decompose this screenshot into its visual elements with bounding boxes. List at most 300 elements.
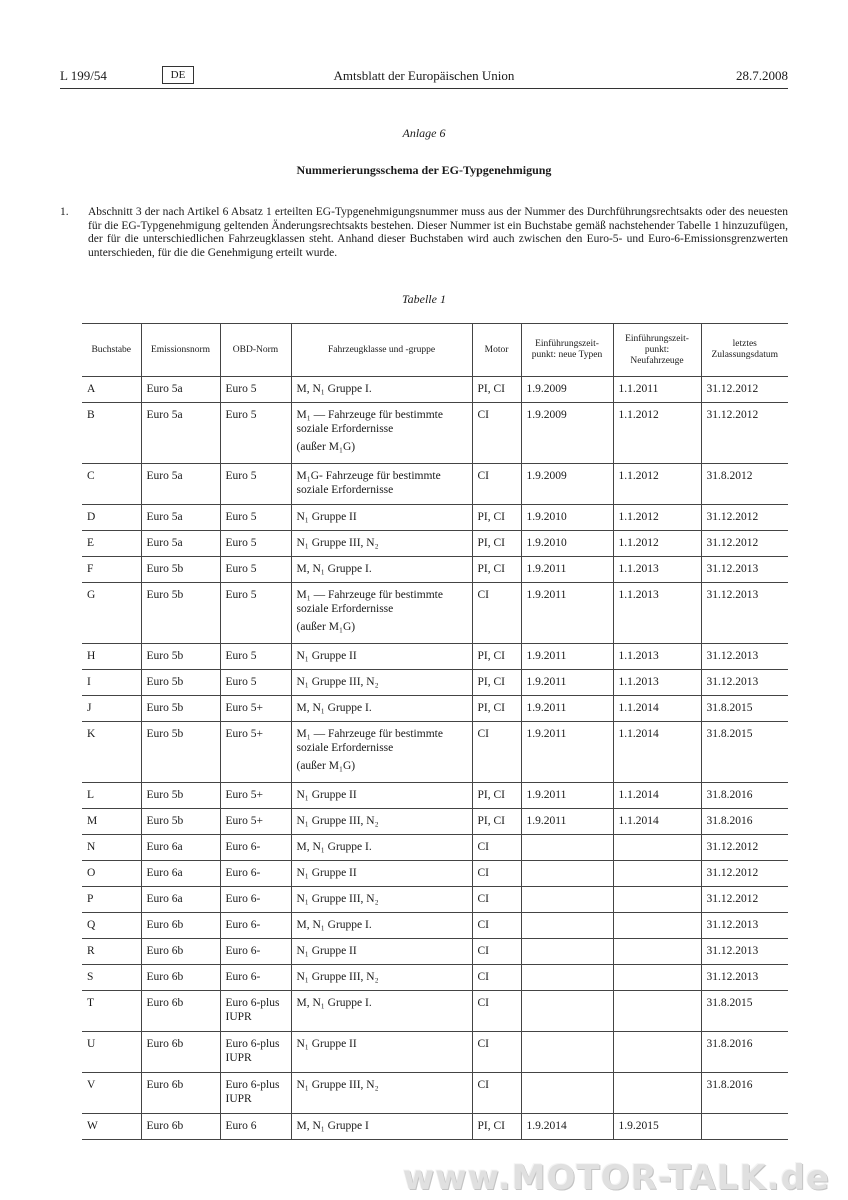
- cell-intro-new-vehicles: [613, 403, 701, 464]
- cell-vehicle-class: [291, 505, 472, 531]
- cell-emission-norm: [141, 403, 220, 464]
- cell-vehicle-class-text: M, N₁ Gruppe I.: [296, 841, 372, 853]
- cell-intro-new-vehicles: [613, 991, 701, 1032]
- cell-letter-text: L: [87, 789, 95, 801]
- cell-letter: [82, 939, 141, 965]
- cell-motor: [472, 991, 521, 1032]
- cell-last-registration: [701, 670, 788, 696]
- cell-vehicle-class-text: M₁ — Fahrzeuge für bestimmte soziale Erfordernisse: [296, 728, 443, 754]
- cell-intro-new-vehicles: [613, 1114, 701, 1140]
- cell-last-registration-text: 31.12.2012: [706, 893, 759, 905]
- cell-emission-norm-text: Euro 6a: [146, 893, 183, 905]
- cell-emission-norm-text: Euro 5b: [146, 815, 184, 827]
- cell-vehicle-class-text: M, N₁ Gruppe I.: [296, 383, 372, 395]
- table-row: [82, 965, 788, 991]
- cell-emission-norm-text: Euro 6b: [146, 1079, 184, 1091]
- cell-last-registration-text: 31.8.2015: [706, 728, 753, 740]
- cell-intro-new-types: [521, 531, 613, 557]
- cell-intro-new-vehicles-text: 1.9.2015: [618, 1120, 659, 1132]
- cell-letter-text: S: [87, 971, 94, 983]
- cell-vehicle-class-text: M₁ — Fahrzeuge für bestimmte soziale Erfordernisse: [296, 409, 443, 435]
- cell-motor: [472, 913, 521, 939]
- table-row: [82, 583, 788, 644]
- cell-intro-new-vehicles-text: 1.1.2013: [618, 589, 659, 601]
- cell-motor: [472, 583, 521, 644]
- cell-intro-new-vehicles: [613, 696, 701, 722]
- cell-last-registration: [701, 696, 788, 722]
- cell-emission-norm: [141, 861, 220, 887]
- cell-obd-norm: [220, 783, 291, 809]
- cell-intro-new-types: [521, 505, 613, 531]
- cell-emission-norm-text: Euro 6b: [146, 971, 184, 983]
- cell-last-registration-text: 31.12.2012: [706, 409, 759, 421]
- cell-intro-new-vehicles: [613, 939, 701, 965]
- cell-motor-text: CI: [477, 945, 489, 957]
- cell-emission-norm-text: Euro 6b: [146, 997, 184, 1009]
- cell-obd-norm-text: Euro 6-: [225, 945, 261, 957]
- cell-motor: [472, 965, 521, 991]
- table-row: [82, 644, 788, 670]
- cell-intro-new-types-text: 1.9.2014: [526, 1120, 567, 1132]
- cell-motor-text: CI: [477, 919, 489, 931]
- cell-emission-norm: [141, 939, 220, 965]
- cell-letter-text: P: [87, 893, 94, 905]
- cell-letter: [82, 403, 141, 464]
- cell-letter: [82, 991, 141, 1032]
- cell-obd-norm-text: Euro 5: [225, 511, 257, 523]
- cell-obd-norm: [220, 887, 291, 913]
- cell-emission-norm: [141, 583, 220, 644]
- cell-letter: [82, 644, 141, 670]
- cell-vehicle-class: [291, 809, 472, 835]
- cell-last-registration: [701, 377, 788, 403]
- cell-intro-new-types: [521, 583, 613, 644]
- cell-last-registration-text: 31.12.2012: [706, 511, 759, 523]
- cell-last-registration: [701, 403, 788, 464]
- cell-obd-norm-text: Euro 6-: [225, 893, 261, 905]
- cell-intro-new-types-text: 1.9.2011: [526, 650, 567, 662]
- cell-letter: [82, 557, 141, 583]
- cell-obd-norm: [220, 939, 291, 965]
- cell-letter: [82, 1114, 141, 1140]
- cell-letter-text: H: [87, 650, 96, 662]
- cell-motor-text: CI: [477, 1079, 489, 1091]
- cell-obd-norm-text: Euro 6-: [225, 919, 261, 931]
- cell-last-registration: [701, 1114, 788, 1140]
- cell-vehicle-class-text: N₁ Gruppe II: [296, 867, 357, 879]
- cell-letter-text: I: [87, 676, 91, 688]
- cell-motor: [472, 1032, 521, 1073]
- column-header: Einführungszeit-punkt: Neufahrzeuge: [613, 324, 701, 377]
- cell-vehicle-class-text: N₁ Gruppe III, N₂: [296, 676, 379, 688]
- cell-last-registration-text: 31.8.2016: [706, 815, 753, 827]
- cell-obd-norm-text: Euro 5+: [225, 815, 263, 827]
- cell-emission-norm-text: Euro 6b: [146, 1038, 184, 1050]
- cell-intro-new-vehicles-text: 1.1.2013: [618, 563, 659, 575]
- cell-letter: [82, 722, 141, 783]
- cell-emission-norm-text: Euro 5b: [146, 702, 184, 714]
- cell-letter: [82, 464, 141, 505]
- cell-last-registration: [701, 913, 788, 939]
- cell-intro-new-vehicles: [613, 377, 701, 403]
- cell-letter-text: M: [87, 815, 98, 827]
- cell-intro-new-vehicles: [613, 670, 701, 696]
- cell-obd-norm-text: Euro 6: [225, 1120, 257, 1132]
- cell-letter-text: Q: [87, 919, 96, 931]
- cell-emission-norm-text: Euro 6b: [146, 1120, 184, 1132]
- cell-motor-text: PI, CI: [477, 537, 505, 549]
- cell-obd-norm: [220, 644, 291, 670]
- cell-intro-new-types: [521, 965, 613, 991]
- cell-motor-text: CI: [477, 867, 489, 879]
- cell-obd-norm-text: Euro 5: [225, 537, 257, 549]
- cell-intro-new-vehicles: [613, 861, 701, 887]
- cell-vehicle-class-text: M, N₁ Gruppe I.: [296, 563, 372, 575]
- cell-last-registration: [701, 991, 788, 1032]
- cell-motor: [472, 531, 521, 557]
- cell-last-registration: [701, 835, 788, 861]
- cell-emission-norm-text: Euro 5b: [146, 728, 184, 740]
- cell-vehicle-class: [291, 991, 472, 1032]
- cell-motor-text: PI, CI: [477, 511, 505, 523]
- cell-intro-new-vehicles-text: 1.1.2012: [618, 511, 659, 523]
- cell-motor: [472, 939, 521, 965]
- cell-last-registration: [701, 722, 788, 783]
- cell-last-registration-text: 31.12.2012: [706, 867, 759, 879]
- table-row: [82, 464, 788, 505]
- cell-intro-new-types-text: 1.9.2011: [526, 789, 567, 801]
- cell-intro-new-vehicles: [613, 783, 701, 809]
- cell-motor: [472, 783, 521, 809]
- cell-letter-text: W: [87, 1120, 98, 1132]
- cell-intro-new-types: [521, 464, 613, 505]
- cell-obd-norm-text: Euro 6-plus IUPR: [225, 1079, 280, 1105]
- cell-vehicle-class: [291, 377, 472, 403]
- cell-vehicle-note: (außer M₁G): [296, 760, 356, 772]
- table-row: [82, 783, 788, 809]
- cell-intro-new-types: [521, 670, 613, 696]
- cell-vehicle-class: [291, 557, 472, 583]
- table-row: [82, 1073, 788, 1114]
- table-row: [82, 1114, 788, 1140]
- cell-letter-text: J: [87, 702, 92, 714]
- cell-vehicle-class-text: N₁ Gruppe III, N₂: [296, 971, 379, 983]
- cell-letter: [82, 809, 141, 835]
- cell-last-registration: [701, 1073, 788, 1114]
- language-code-box: DE: [162, 66, 194, 84]
- cell-last-registration: [701, 505, 788, 531]
- cell-emission-norm-text: Euro 5b: [146, 789, 184, 801]
- cell-emission-norm: [141, 835, 220, 861]
- cell-motor: [472, 464, 521, 505]
- cell-vehicle-class: [291, 835, 472, 861]
- cell-motor-text: CI: [477, 470, 489, 482]
- cell-obd-norm-text: Euro 5+: [225, 789, 263, 801]
- cell-intro-new-types: [521, 783, 613, 809]
- cell-motor-text: PI, CI: [477, 650, 505, 662]
- cell-intro-new-types-text: 1.9.2011: [526, 702, 567, 714]
- cell-vehicle-class-text: M, N₁ Gruppe I: [296, 1120, 369, 1132]
- cell-motor: [472, 887, 521, 913]
- cell-vehicle-class: [291, 861, 472, 887]
- cell-motor: [472, 696, 521, 722]
- cell-vehicle-class: [291, 913, 472, 939]
- cell-obd-norm: [220, 505, 291, 531]
- cell-vehicle-note: (außer M₁G): [296, 441, 356, 453]
- table-row: [82, 696, 788, 722]
- cell-intro-new-types: [521, 1032, 613, 1073]
- cell-emission-norm: [141, 1114, 220, 1140]
- cell-intro-new-vehicles: [613, 809, 701, 835]
- cell-emission-norm: [141, 505, 220, 531]
- type-approval-table: [82, 323, 788, 1140]
- cell-obd-norm-text: Euro 6-: [225, 971, 261, 983]
- cell-intro-new-types-text: 1.9.2009: [526, 383, 567, 395]
- cell-intro-new-types: [521, 377, 613, 403]
- cell-motor: [472, 403, 521, 464]
- cell-obd-norm: [220, 1032, 291, 1073]
- cell-last-registration-text: 31.12.2013: [706, 971, 759, 983]
- cell-obd-norm-text: Euro 5: [225, 589, 257, 601]
- cell-intro-new-vehicles-text: 1.1.2012: [618, 537, 659, 549]
- cell-vehicle-class: [291, 1032, 472, 1073]
- cell-last-registration-text: 31.12.2012: [706, 841, 759, 853]
- cell-emission-norm-text: Euro 5b: [146, 676, 184, 688]
- cell-emission-norm-text: Euro 5b: [146, 589, 184, 601]
- cell-vehicle-class: [291, 1073, 472, 1114]
- cell-last-registration-text: 31.12.2013: [706, 676, 759, 688]
- cell-obd-norm: [220, 464, 291, 505]
- cell-intro-new-vehicles: [613, 722, 701, 783]
- cell-letter: [82, 1032, 141, 1073]
- cell-letter: [82, 1073, 141, 1114]
- column-header: Emissionsnorm: [141, 324, 220, 377]
- cell-intro-new-types: [521, 722, 613, 783]
- cell-letter-text: B: [87, 409, 95, 421]
- cell-letter-text: D: [87, 511, 96, 523]
- table-row: [82, 403, 788, 464]
- cell-letter-text: A: [87, 383, 96, 395]
- cell-intro-new-types-text: 1.9.2009: [526, 409, 567, 421]
- table-row: [82, 557, 788, 583]
- cell-vehicle-class-text: N₁ Gruppe II: [296, 511, 357, 523]
- cell-obd-norm-text: Euro 5: [225, 676, 257, 688]
- cell-letter-text: F: [87, 563, 94, 575]
- cell-intro-new-types: [521, 696, 613, 722]
- cell-vehicle-class: [291, 1114, 472, 1140]
- cell-emission-norm: [141, 377, 220, 403]
- cell-vehicle-class-text: M₁ — Fahrzeuge für bestimmte soziale Erfordernisse: [296, 589, 443, 615]
- cell-motor-text: CI: [477, 893, 489, 905]
- cell-obd-norm: [220, 1073, 291, 1114]
- table-row: [82, 505, 788, 531]
- cell-last-registration-text: 31.8.2016: [706, 1079, 753, 1091]
- cell-emission-norm: [141, 887, 220, 913]
- cell-last-registration: [701, 861, 788, 887]
- table-row: [82, 887, 788, 913]
- cell-vehicle-class-text: M, N₁ Gruppe I.: [296, 702, 372, 714]
- cell-intro-new-types: [521, 809, 613, 835]
- cell-obd-norm-text: Euro 5+: [225, 728, 263, 740]
- cell-last-registration: [701, 531, 788, 557]
- cell-letter-text: G: [87, 589, 96, 601]
- cell-last-registration: [701, 939, 788, 965]
- cell-vehicle-class: [291, 887, 472, 913]
- cell-motor: [472, 1114, 521, 1140]
- cell-letter-text: T: [87, 997, 95, 1009]
- cell-obd-norm-text: Euro 5: [225, 409, 257, 421]
- cell-vehicle-class: [291, 644, 472, 670]
- cell-obd-norm: [220, 531, 291, 557]
- cell-intro-new-types: [521, 835, 613, 861]
- cell-emission-norm: [141, 809, 220, 835]
- cell-letter: [82, 861, 141, 887]
- watermark-logo: www.MOTOR-TALK.de: [402, 1158, 830, 1198]
- page-reference: L 199/54: [60, 68, 107, 83]
- cell-motor: [472, 809, 521, 835]
- table-row: [82, 861, 788, 887]
- cell-intro-new-types-text: 1.9.2011: [526, 676, 567, 688]
- cell-intro-new-vehicles-text: 1.1.2014: [618, 789, 659, 801]
- cell-vehicle-class: [291, 464, 472, 505]
- cell-intro-new-types-text: 1.9.2011: [526, 589, 567, 601]
- cell-intro-new-vehicles: [613, 1032, 701, 1073]
- cell-vehicle-class-text: N₁ Gruppe II: [296, 1038, 357, 1050]
- cell-emission-norm-text: Euro 6a: [146, 867, 183, 879]
- cell-motor: [472, 505, 521, 531]
- cell-intro-new-vehicles-text: 1.1.2013: [618, 676, 659, 688]
- cell-emission-norm: [141, 557, 220, 583]
- table-row: [82, 377, 788, 403]
- table-row: [82, 1032, 788, 1073]
- cell-last-registration-text: 31.12.2013: [706, 563, 759, 575]
- cell-intro-new-vehicles-text: 1.1.2014: [618, 815, 659, 827]
- cell-vehicle-class-text: N₁ Gruppe II: [296, 789, 357, 801]
- cell-letter: [82, 583, 141, 644]
- cell-motor-text: CI: [477, 589, 489, 601]
- table-row: [82, 722, 788, 783]
- cell-letter: [82, 696, 141, 722]
- cell-intro-new-types: [521, 1073, 613, 1114]
- cell-last-registration-text: 31.12.2013: [706, 650, 759, 662]
- table-row: [82, 939, 788, 965]
- cell-motor: [472, 1073, 521, 1114]
- cell-intro-new-types: [521, 991, 613, 1032]
- cell-vehicle-class: [291, 403, 472, 464]
- cell-last-registration-text: 31.12.2013: [706, 945, 759, 957]
- cell-intro-new-vehicles-text: 1.1.2012: [618, 409, 659, 421]
- cell-obd-norm-text: Euro 5+: [225, 702, 263, 714]
- cell-motor: [472, 644, 521, 670]
- column-header: letztes Zulassungsdatum: [701, 324, 788, 377]
- cell-motor-text: PI, CI: [477, 789, 505, 801]
- cell-intro-new-types: [521, 644, 613, 670]
- cell-obd-norm-text: Euro 5: [225, 650, 257, 662]
- cell-emission-norm-text: Euro 6b: [146, 919, 184, 931]
- cell-motor: [472, 722, 521, 783]
- cell-vehicle-note: (außer M₁G): [296, 621, 356, 633]
- cell-emission-norm: [141, 531, 220, 557]
- cell-last-registration: [701, 583, 788, 644]
- cell-obd-norm: [220, 583, 291, 644]
- column-header: Fahrzeugklasse und -gruppe: [291, 324, 472, 377]
- table-row: [82, 991, 788, 1032]
- cell-intro-new-types-text: 1.9.2010: [526, 511, 567, 523]
- cell-obd-norm: [220, 965, 291, 991]
- cell-letter: [82, 835, 141, 861]
- cell-letter-text: O: [87, 867, 96, 879]
- cell-obd-norm: [220, 722, 291, 783]
- paragraph-number: 1.: [60, 206, 69, 218]
- column-header: Einführungszeit-punkt: neue Typen: [521, 324, 613, 377]
- cell-vehicle-class: [291, 939, 472, 965]
- cell-vehicle-class-text: N₁ Gruppe III, N₂: [296, 893, 379, 905]
- cell-intro-new-vehicles: [613, 913, 701, 939]
- cell-vehicle-class: [291, 965, 472, 991]
- cell-obd-norm: [220, 557, 291, 583]
- cell-motor-text: PI, CI: [477, 815, 505, 827]
- cell-obd-norm: [220, 991, 291, 1032]
- table-header-row: [82, 324, 788, 377]
- cell-vehicle-class: [291, 583, 472, 644]
- cell-obd-norm: [220, 835, 291, 861]
- cell-motor-text: PI, CI: [477, 1120, 505, 1132]
- cell-obd-norm: [220, 696, 291, 722]
- cell-vehicle-class-text: N₁ Gruppe II: [296, 945, 357, 957]
- cell-obd-norm: [220, 861, 291, 887]
- cell-last-registration: [701, 887, 788, 913]
- document-title: Nummerierungsschema der EG-Typgenehmigung: [296, 163, 552, 177]
- cell-last-registration-text: 31.8.2016: [706, 789, 753, 801]
- cell-last-registration-text: 31.8.2015: [706, 702, 753, 714]
- cell-vehicle-class-text: M, N₁ Gruppe I.: [296, 997, 372, 1009]
- cell-letter-text: K: [87, 728, 96, 740]
- cell-motor-text: CI: [477, 1038, 489, 1050]
- cell-motor: [472, 557, 521, 583]
- cell-letter-text: U: [87, 1038, 96, 1050]
- cell-intro-new-vehicles: [613, 887, 701, 913]
- cell-obd-norm: [220, 809, 291, 835]
- cell-intro-new-vehicles: [613, 965, 701, 991]
- cell-letter: [82, 913, 141, 939]
- cell-emission-norm-text: Euro 6a: [146, 841, 183, 853]
- table-caption: Tabelle 1: [402, 292, 446, 306]
- table-row: [82, 531, 788, 557]
- cell-vehicle-class-text: N₁ Gruppe III, N₂: [296, 1079, 379, 1091]
- cell-obd-norm: [220, 403, 291, 464]
- cell-intro-new-vehicles: [613, 464, 701, 505]
- cell-emission-norm: [141, 1032, 220, 1073]
- cell-motor-text: CI: [477, 971, 489, 983]
- cell-letter-text: R: [87, 945, 95, 957]
- cell-intro-new-types-text: 1.9.2011: [526, 563, 567, 575]
- cell-intro-new-vehicles: [613, 644, 701, 670]
- cell-letter-text: N: [87, 841, 96, 853]
- cell-motor-text: CI: [477, 841, 489, 853]
- cell-intro-new-types: [521, 557, 613, 583]
- cell-intro-new-types: [521, 861, 613, 887]
- cell-intro-new-types-text: 1.9.2009: [526, 470, 567, 482]
- cell-motor-text: CI: [477, 728, 489, 740]
- cell-emission-norm: [141, 464, 220, 505]
- cell-intro-new-types: [521, 887, 613, 913]
- cell-intro-new-types-text: 1.9.2011: [526, 728, 567, 740]
- cell-emission-norm-text: Euro 6b: [146, 945, 184, 957]
- cell-obd-norm: [220, 913, 291, 939]
- cell-intro-new-vehicles-text: 1.1.2014: [618, 728, 659, 740]
- cell-intro-new-vehicles-text: 1.1.2014: [618, 702, 659, 714]
- cell-emission-norm-text: Euro 5b: [146, 563, 184, 575]
